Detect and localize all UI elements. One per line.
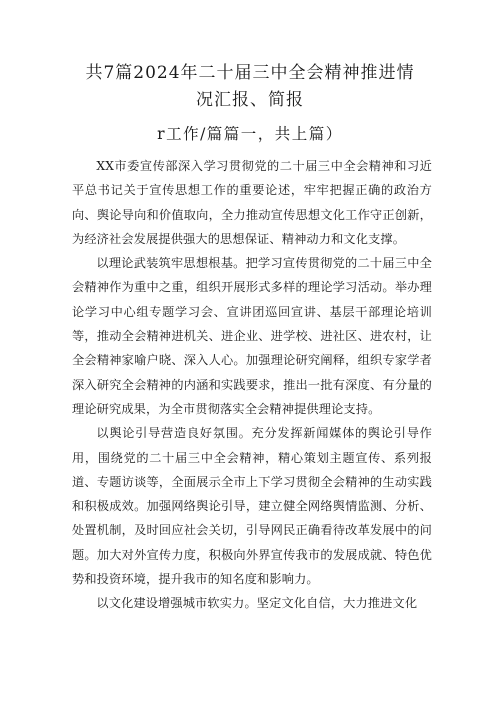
paragraph-culture: 以文化建设增强城市软实力。坚定文化自信，大力推进文化 bbox=[96, 596, 418, 611]
document-subtitle: r工作/篇篇一，共上篇） bbox=[157, 125, 343, 143]
paragraph-theory: 以理论武装筑牢思想根基。把学习宣传贯彻党的二十届三中全会精神作为重中之重，组织开展形式多样的理论学习活动。举办理论学习中心组专题学习会、宣讲团巡回宣讲、基层干部理论培训等，推动全会精神进机关、进企业、进学校、进社区、进农村，让全会精神家喻户晓、深入人心。加强理论研究阐释，组织专家学者深入研究全会精神的内涵和实践要求，推出一批有深度、有分量的理论研究成果，为全市贯彻落实全会精神提供理论支持。 bbox=[72, 256, 432, 416]
document-title-line-1: 共7篇2024年二十届三中全会精神推进情 bbox=[85, 63, 415, 83]
paragraph-intro: XX市委宣传部深入学习贯彻党的二十届三中全会精神和习近平总书记关于宣传思想工作的重要论述，牢牢把握正确的政治方向、舆论导向和价值取向，全力推动宣传思想文化工作守正创新，为经济社会发展提供强大的思想保证、精神动力和文化支撑。 bbox=[72, 159, 432, 246]
document-title-line-2: 况汇报、简报 bbox=[196, 90, 304, 110]
document-body bbox=[72, 154, 432, 616]
paragraph-public-opinion: 以舆论引导营造良好氛围。充分发挥新闻媒体的舆论引导作用，围绕党的二十届三中全会精神，精心策划主题宣传、系列报道、专题访谈等，全面展示全市上下学习贯彻全会精神的生动实践和积极成效。加强网络舆论引导，建立健全网络舆情监测、分析、处置机制，及时回应社会关切，引导网民正确看待改革发展中的问题。加大对外宣传力度，积极向外界宣传我市的发展成就、特色优势和投资环境，提升我市的知名度和影响力。 bbox=[72, 426, 432, 587]
